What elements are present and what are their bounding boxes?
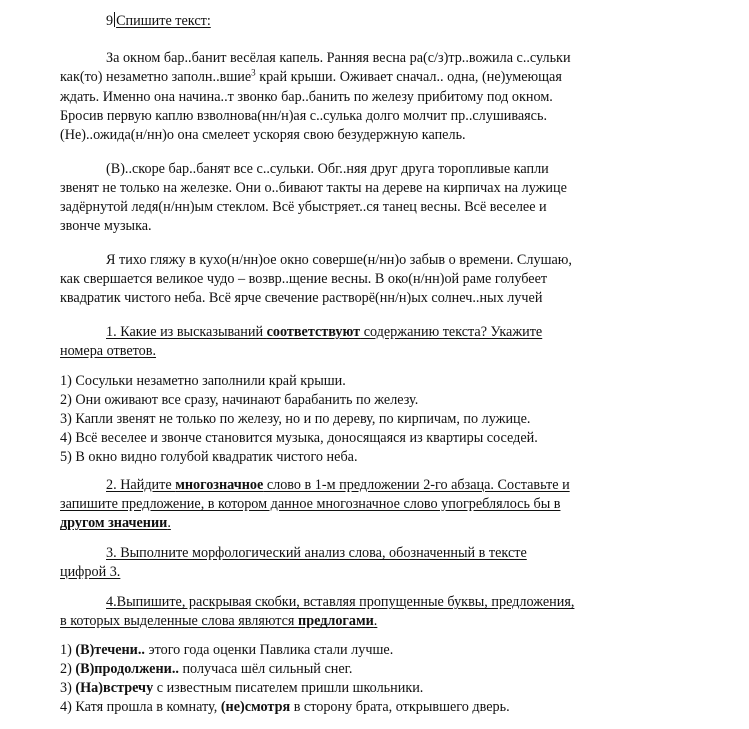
p1-line-1: За окном бар..банит весёлая капель. Ранняя весна ра(с/з)тр..вожила с..сульки: [106, 50, 571, 66]
task4-line-2: [60, 612, 377, 631]
task2-bold-phrase: другом значении: [60, 515, 168, 531]
p1-line-2: [60, 68, 562, 87]
task1-option-5: 5) В окно видно голубой квадратик чистого неба.: [60, 449, 358, 465]
task1-question-line-1: [106, 323, 542, 342]
p3-line-3: квадратик чистого неба. Всё ярче свечение растворё(нн/н)ых солнеч..ных лучей: [60, 290, 543, 306]
task4-line-1: 4.Выпишите, раскрывая скобки, вставляя пропущенные буквы, предложения,: [106, 594, 575, 610]
item-number: 3): [60, 680, 76, 696]
task2-bold-word: многозначное: [175, 477, 264, 493]
task1-q-bold: соответствуют: [266, 324, 361, 340]
task1-option-3: 3) Капли звенят не только по железу, но и по дереву, по кирпичам, по лужице.: [60, 411, 531, 427]
task2-part-c: слово в 1-м предложении 2-го абзаца. Составьте и: [263, 477, 570, 493]
item-number: 4): [60, 699, 76, 715]
item-number: 2): [60, 661, 76, 677]
task4-item-1: [60, 641, 393, 660]
item-bold-word: (На)встречу: [75, 680, 154, 696]
item-bold-word: (В)течени..: [75, 642, 145, 658]
p1-line-3: ждать. Именно она начина..т звонко бар..банить по железу прибитому под окном.: [60, 89, 553, 105]
task3-line-1: 3. Выполните морфологический анализ слова, обозначенный в тексте: [106, 545, 527, 561]
task2-part-a: 2. Найдите: [106, 477, 176, 493]
task1-q-part-c: содержанию текста? Укажите: [360, 324, 543, 340]
p2-line-2: звенят не только на железке. Они о..бивают такты на дереве на кирпичах на лужице: [60, 180, 567, 196]
task4-item-2: [60, 660, 352, 679]
task4-part-a: в которых выделенные слова являются: [60, 613, 299, 629]
p3-line-2: как свершается великое чудо – возвр..щение весны. В око(н/нн)ой раме голубеет: [60, 271, 548, 287]
task1-q-part-a: 1. Какие из высказываний: [106, 324, 267, 340]
task1-question-line-2: номера ответов.: [60, 343, 157, 359]
p2-line-3: задёрнутой ледя(н/нн)ым стеклом. Всё убыстряет..ся танец весны. Всё веселее и: [60, 199, 547, 215]
item-bold-word: (В)продолжени..: [75, 661, 179, 677]
item-text-pre: Катя прошла в комнату,: [75, 699, 221, 715]
task1-option-1: 1) Сосульки незаметно заполнили край крыши.: [60, 373, 346, 389]
item-text: получаса шёл сильный снег.: [178, 661, 353, 677]
task3-line-2: цифрой 3.: [60, 564, 121, 580]
task2-line-2: запишите предложение, в котором данное многозначное слово упогреблялось бы в: [60, 496, 561, 512]
item-text: с известным писателем пришли школьники.: [153, 680, 424, 696]
task4-item-3: [60, 679, 423, 698]
p1-line-2a: как(то) незаметно заполн..вшие: [60, 69, 252, 85]
task4-item-4: [60, 698, 510, 717]
task-title: [106, 12, 211, 31]
task1-option-4: 4) Всё веселее и звонче становится музыка, доносящаяся из квартиры соседей.: [60, 430, 538, 446]
task2-line-1: [106, 476, 570, 495]
task2-period: .: [167, 515, 171, 531]
item-text: в сторону брата, открывшего дверь.: [290, 699, 510, 715]
item-bold-word: (не)смотря: [220, 699, 291, 715]
item-text: этого года оценки Павлика стали лучше.: [144, 642, 394, 658]
item-number: 1): [60, 642, 76, 658]
task1-option-2: 2) Они оживают все сразу, начинают барабанить по железу.: [60, 392, 419, 408]
task-title-text: Спишите текст:: [116, 13, 211, 29]
p2-line-1: (В)..скоре бар..банят все с..сульки. Обг..няя друг друга торопливые капли: [106, 161, 549, 177]
p1-line-2b: край крыши. Оживает сначал.. одна, (не)умеющая: [255, 69, 562, 85]
footnote-mark: 3: [251, 67, 256, 78]
p1-line-4: Бросив первую каплю взволнова(нн/н)ая с..сулька долго молчит пр..слушиваясь.: [60, 108, 547, 124]
text-cursor: [114, 12, 115, 27]
p2-line-4: звонче музыка.: [60, 218, 152, 234]
task2-line-3: [60, 514, 171, 533]
task-number: 9: [106, 13, 114, 29]
p3-line-1: Я тихо гляжу в кухо(н/нн)ое окно соверше(н/нн)о забыв о времени. Слушаю,: [106, 252, 572, 268]
task4-period: .: [373, 613, 378, 629]
p1-line-5: (Не)..ожида(н/нн)о она смелеет ускоряя свою безудержную капель.: [60, 127, 466, 143]
task4-bold-word: предлогами: [298, 613, 374, 629]
